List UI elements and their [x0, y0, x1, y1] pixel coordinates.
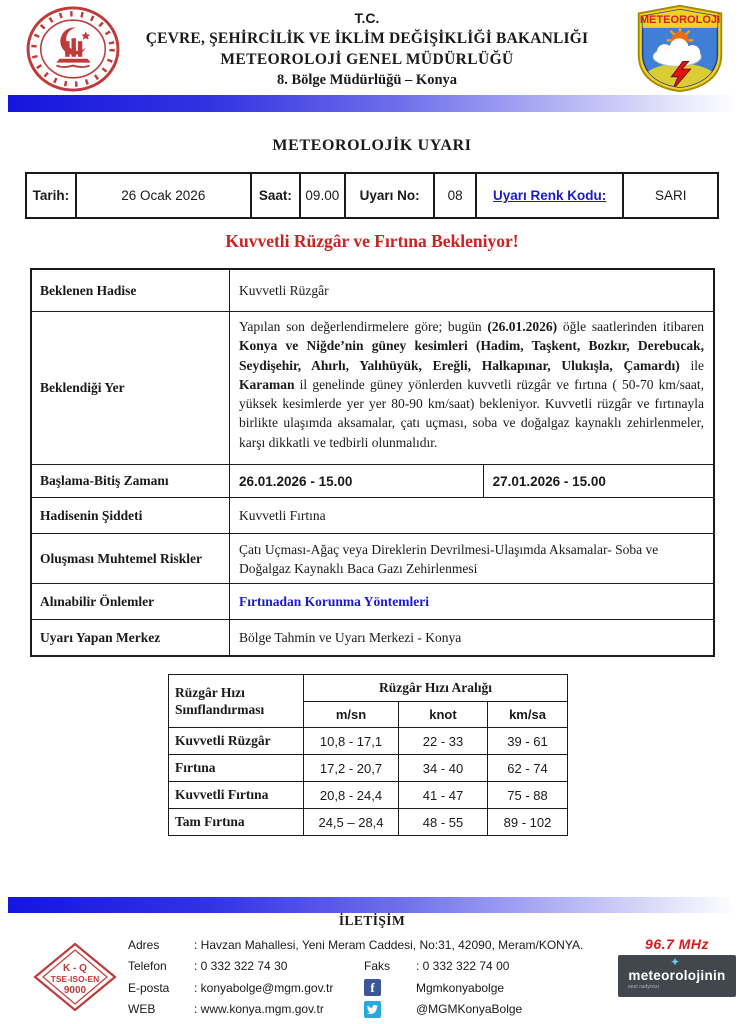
- iso-line1: K - Q: [63, 963, 87, 974]
- twitter-icon: [364, 1001, 381, 1018]
- knot-value: 34 - 40: [399, 755, 488, 782]
- alert-headline: Kuvvetli Rüzgâr ve Fırtına Bekleniyor!: [225, 231, 519, 251]
- bottom-divider-bar: [8, 897, 736, 913]
- kmsa-value: 75 - 88: [488, 782, 568, 809]
- email-label: E-posta: [128, 980, 170, 995]
- top-divider-bar: [8, 95, 736, 112]
- msn-value: 24,5 – 28,4: [304, 809, 399, 836]
- wind-speed-classification-table: [168, 674, 568, 836]
- unit-msn: m/sn: [304, 702, 399, 728]
- start-end-time-label: Başlama-Bitiş Zamanı: [32, 465, 230, 497]
- class-name: Tam Fırtına: [169, 809, 304, 836]
- facebook-icon: f: [364, 979, 381, 996]
- table-row: [169, 782, 568, 809]
- event-severity-value: Kuvvetli Fırtına: [239, 507, 326, 523]
- warning-no-label: Uyarı No:: [346, 174, 436, 217]
- regional-office-name: 8. Bölge Müdürlüğü – Konya: [276, 72, 458, 88]
- start-time-value: 26.01.2026 - 15.00: [239, 473, 353, 489]
- table-row: [32, 270, 713, 312]
- fax-label: Faks: [364, 959, 391, 974]
- directorate-name: METEOROLOJİ GENEL MÜDÜRLÜĞÜ: [220, 51, 514, 68]
- precautions-label: Alınabilir Önlemler: [32, 584, 230, 619]
- radio-wordmark-box: [618, 955, 736, 997]
- document-title: METEOROLOJİK UYARI: [272, 137, 472, 154]
- ministry-name: ÇEVRE, ŞEHİRCİLİK VE İKLİM DEĞİŞİKLİĞİ BAKANLIĞI: [145, 30, 589, 47]
- knot-value: 48 - 55: [399, 809, 488, 836]
- time-value: 09.00: [301, 174, 346, 217]
- end-time-value: 27.01.2026 - 15.00: [483, 465, 713, 497]
- issuing-center-value: Bölge Tahmin ve Uyarı Merkezi - Konya: [239, 629, 462, 645]
- table-row: [32, 584, 713, 620]
- contact-row-address: [128, 934, 614, 956]
- expected-event-label: Beklenen Hadise: [32, 270, 230, 311]
- table-row: [32, 620, 713, 655]
- date-label: Tarih:: [27, 174, 77, 217]
- table-row: [32, 498, 713, 534]
- iso-line2: TSE-ISO-EN: [50, 974, 100, 984]
- table-row: [32, 534, 713, 584]
- expected-location-label: Beklendiği Yer: [32, 312, 230, 464]
- table-row: [169, 809, 568, 836]
- contact-row-phone: [128, 956, 614, 978]
- unit-kmsa: km/sa: [488, 702, 568, 728]
- iso-line3: 9000: [63, 985, 87, 996]
- event-severity-label: Hadisenin Şiddeti: [32, 498, 230, 533]
- kmsa-value: 39 - 61: [488, 728, 568, 755]
- knot-value: 22 - 33: [399, 728, 488, 755]
- date-value: 26 Ocak 2026: [77, 174, 252, 217]
- tc-government-seal-logo: [22, 6, 124, 92]
- possible-risks-value: Çatı Uçması-Ağaç veya Direklerin Devrilmesi-Ulaşımda Aksamalar- Soba ve Doğalgaz Kaynaklı Baca Gazı Zehirlenmesi: [239, 541, 659, 576]
- sparkle-icon: ✦: [670, 955, 681, 969]
- phone-value: : 0 332 322 74 30: [194, 959, 288, 974]
- twitter-handle: @MGMKonyaBolge: [416, 1002, 523, 1017]
- table-row: [32, 312, 713, 465]
- table-row: [32, 465, 713, 498]
- radio-subtitle: sesi radyosu: [628, 983, 659, 990]
- tse-iso-9000-logo: [32, 941, 118, 1013]
- letterhead: [125, 9, 609, 91]
- web-value: : www.konya.mgm.gov.tr: [194, 1002, 324, 1017]
- contact-info: [128, 934, 614, 1020]
- classification-header: Rüzgâr Hızı Sınıflandırması: [169, 675, 304, 728]
- start-end-time-values: [230, 465, 713, 497]
- msn-value: 20,8 - 24,4: [304, 782, 399, 809]
- storm-protection-link[interactable]: Fırtınadan Korunma Yöntemleri: [239, 593, 429, 609]
- class-name: Kuvvetli Fırtına: [169, 782, 304, 809]
- msn-value: 17,2 - 20,7: [304, 755, 399, 782]
- kmsa-value: 62 - 74: [488, 755, 568, 782]
- meteoroloji-shield-logo: [632, 3, 728, 93]
- color-code-value: SARI: [654, 188, 687, 203]
- kmsa-value: 89 - 102: [488, 809, 568, 836]
- unit-knot: knot: [399, 702, 488, 728]
- table-row: [169, 728, 568, 755]
- shield-wordmark: METEOROLOJİ: [639, 14, 721, 27]
- knot-value: 41 - 47: [399, 782, 488, 809]
- tc-line: T.C.: [354, 10, 380, 26]
- expected-location-text: Yapılan son değerlendirmelere göre; bugün (26.01.2026) öğle saatlerinden itibaren Konya ve Niğde’nin güney kesimleri (Hadim, Taşkent, Bozkır, Derebucak, Seydişehir, Ahırlı, Yalıhüyük, Ereğli, Halkapınar, Ulukışla, Çamardı) ile Karaman il genelinde güney yönlerden kuvvetli rüzgâr ve fırtına ( 50-70 km/saat, yüksek kesimlerde yer yer 80-90 km/saat) bekleniyor. Kuvvetli rüzgâr ve fırtınayla birlikte ulaşımda aksamalar, çatı uçması, soba ve doğalgaz kaynaklı zehirlenmeler, karşı dikkatli ve tedbirli olunmalıdır.: [239, 319, 704, 450]
- address-label: Adres: [128, 937, 160, 952]
- warning-no-value: 08: [435, 174, 476, 217]
- fax-value: : 0 332 322 74 00: [416, 959, 510, 974]
- msn-value: 10,8 - 17,1: [304, 728, 399, 755]
- issuing-center-label: Uyarı Yapan Merkez: [32, 620, 230, 655]
- class-name: Fırtına: [169, 755, 304, 782]
- contact-row-email: [128, 977, 614, 999]
- radio-name: meteorolojinin: [628, 967, 726, 983]
- facebook-handle: Mgmkonyabolge: [416, 980, 505, 995]
- phone-label: Telefon: [128, 959, 167, 974]
- email-value: : konyabolge@mgm.gov.tr: [194, 980, 334, 995]
- color-code-link[interactable]: Uyarı Renk Kodu:: [477, 174, 625, 217]
- expected-event-value: Kuvvetli Rüzgâr: [239, 282, 329, 298]
- possible-risks-label: Oluşması Muhtemel Riskler: [32, 534, 230, 583]
- contact-section-title: İLETİŞİM: [338, 913, 406, 928]
- warning-info-table: [25, 172, 719, 219]
- warning-details-table: [30, 268, 715, 657]
- meteoroloji-radio-logo: [618, 936, 736, 997]
- table-row: [169, 755, 568, 782]
- address-value: : Havzan Mahallesi, Yeni Meram Caddesi, No:31, 42090, Meram/KONYA.: [194, 937, 584, 952]
- speed-range-header: Rüzgâr Hızı Aralığı: [304, 675, 568, 702]
- class-name: Kuvvetli Rüzgâr: [169, 728, 304, 755]
- contact-row-web: [128, 999, 614, 1021]
- radio-frequency: 96.7 MHz: [645, 936, 709, 952]
- web-label: WEB: [128, 1002, 156, 1017]
- time-label: Saat:: [252, 174, 301, 217]
